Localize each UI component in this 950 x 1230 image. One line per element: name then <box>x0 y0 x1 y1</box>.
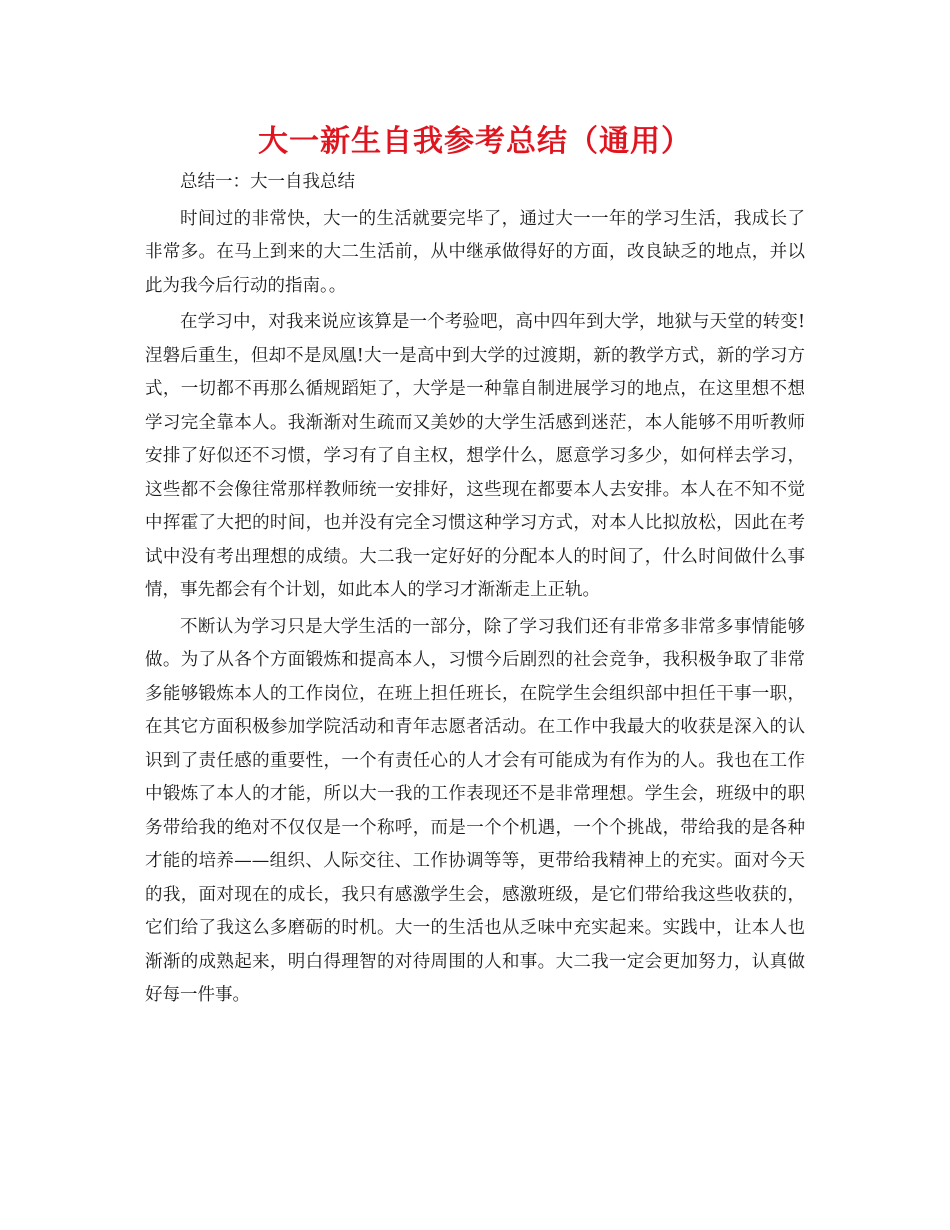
paragraph-2: 在学习中，对我来说应该算是一个考验吧，高中四年到大学，地狱与天堂的转变!涅磐后重生，但却不是凤凰!大一是高中到大学的过渡期，新的教学方式，新的学习方式，一切都不再那么循规蹈矩了，大学是一种靠自制进展学习的地点，在这里想不想学习完全靠本人。我渐渐对生疏而又美妙的大学生活感到迷茫，本人能够不用听教师安排了好似还不习惯，学习有了自主权，想学什么，愿意学习多少，如何样去学习，这些都不会像往常那样教师统一安排好，这些现在都要本人去安排。本人在不知不觉中挥霍了大把的时间，也并没有完全习惯这种学习方式，对本人比拟放松，因此在考试中没有考出理想的成绩。大二我一定好好的分配本人的时间了，什么时间做什么事情，事先都会有个计划，如此本人的学习才渐渐走上正轨。 <box>145 312 805 600</box>
paragraph-3: 不断认为学习只是大学生活的一部分，除了学习我们还有非常多非常多事情能够做。为了从各个方面锻炼和提高本人，习惯今后剧烈的社会竞争，我积极争取了非常多能够锻炼本人的工作岗位，在班上担任班长，在院学生会组织部中担任干事一职，在其它方面积极参加学院活动和青年志愿者活动。在工作中我最大的收获是深入的认识到了责任感的重要性，一个有责任心的人才会有可能成为有作为的人。我也在工作中锻炼了本人的才能，所以大一我的工作表现还不是非常理想。学生会，班级中的职务带给我的绝对不仅仅是一个称呼，而是一个个机遇，一个个挑战，带给我的是各种才能的培养——组织、人际交往、工作协调等等，更带给我精神上的充实。面对今天的我，面对现在的成长，我只有感激学生会，感激班级，是它们带给我这些收获的，它们给了我这么多磨砺的时机。大一的生活也从乏味中充实起来。实践中，让本人也渐渐的成熟起来，明白得理智的对待周围的人和事。大二我一定会更加努力，认真做好每一件事。 <box>145 616 805 1005</box>
section-heading: 总结一：大一自我总结 <box>180 172 355 192</box>
document-title: 大一新生自我参考总结（通用） <box>258 124 692 159</box>
paragraph-1: 时间过的非常快，大一的生活就要完毕了，通过大一一年的学习生活，我成长了非常多。在马上到来的大二生活前，从中继承做得好的方面，改良缺乏的地点，并以此为我今后行动的指南。。 <box>145 208 805 296</box>
document-body <box>145 166 805 1016</box>
